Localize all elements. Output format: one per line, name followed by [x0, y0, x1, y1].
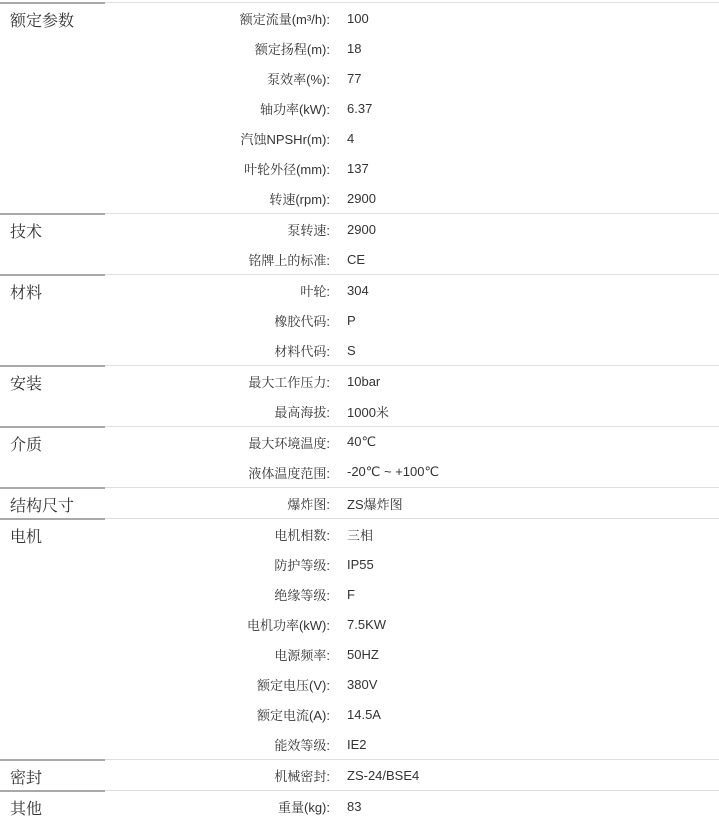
- spec-value: 6.37: [347, 100, 373, 116]
- spec-label: 转速(rpm):: [269, 191, 330, 207]
- spec-label: 最高海拔:: [274, 404, 330, 420]
- spec-row: [0, 791, 719, 821]
- spec-value: 100: [347, 10, 369, 26]
- spec-label: 电源频率:: [274, 647, 330, 663]
- spec-label: 橡胶代码:: [274, 313, 330, 329]
- spec-label: 叶轮外径(mm):: [244, 161, 330, 177]
- spec-value: 三相: [347, 527, 374, 543]
- section-title: 密封: [10, 770, 43, 787]
- spec-value: 77: [347, 70, 362, 86]
- spec-value: 14.5A: [347, 706, 381, 722]
- spec-row: [0, 183, 719, 213]
- spec-value: 2900: [347, 190, 376, 206]
- spec-label: 轴功率(kW):: [259, 101, 330, 117]
- section-title: 技术: [10, 224, 43, 241]
- spec-label: 额定电流(A):: [257, 707, 330, 723]
- spec-value: ZS-24/BSE4: [347, 767, 420, 783]
- spec-label: 最大工作压力:: [248, 374, 330, 390]
- section-title: 安装: [10, 376, 43, 393]
- spec-row: [0, 396, 719, 426]
- spec-label: 防护等级:: [274, 557, 330, 573]
- spec-label: 泵效率(%):: [267, 71, 330, 87]
- spec-value: 40℃: [347, 434, 377, 449]
- section-rows: [0, 275, 719, 365]
- spec-label: 电机功率(kW):: [246, 617, 330, 633]
- section-motor: [0, 518, 719, 759]
- spec-value: 137: [347, 160, 369, 176]
- spec-label: 额定电压(V):: [257, 677, 330, 693]
- section-rows: [0, 791, 719, 821]
- spec-label: 材料代码:: [274, 343, 330, 359]
- spec-row: [0, 123, 719, 153]
- spec-row: [0, 488, 719, 518]
- spec-row: [0, 366, 719, 396]
- spec-row: [0, 153, 719, 183]
- section-rows: [0, 519, 719, 759]
- spec-value: 7.5KW: [347, 616, 387, 632]
- spec-value: IE2: [347, 736, 367, 752]
- section-rows: [0, 427, 719, 487]
- spec-row: [0, 244, 719, 274]
- spec-label: 铭牌上的标准:: [248, 252, 330, 268]
- section-title: 额定参数: [10, 13, 75, 30]
- spec-value: 18: [347, 40, 362, 56]
- spec-value: 10bar: [347, 373, 381, 389]
- spec-value: IP55: [347, 556, 374, 572]
- spec-row: [0, 305, 719, 335]
- spec-value: 83: [347, 798, 362, 814]
- spec-value: 1000米: [347, 404, 389, 420]
- spec-label: 能效等级:: [274, 737, 330, 753]
- spec-row: [0, 729, 719, 759]
- spec-row: [0, 93, 719, 123]
- spec-value: P: [347, 312, 356, 328]
- spec-label: 重量(kg):: [277, 799, 330, 815]
- spec-row: [0, 33, 719, 63]
- spec-row: [0, 214, 719, 244]
- section-rows: [0, 214, 719, 274]
- spec-value: S: [347, 342, 356, 358]
- spec-label: 叶轮:: [300, 283, 330, 299]
- spec-row: [0, 760, 719, 790]
- spec-label: 最大环境温度:: [248, 435, 330, 451]
- section-medium: [0, 426, 719, 487]
- spec-value: ZS爆炸图: [347, 496, 403, 512]
- section-rows: [0, 760, 719, 790]
- spec-row: [0, 457, 719, 487]
- spec-value: 304: [347, 282, 369, 298]
- section-title: 介质: [10, 437, 43, 454]
- spec-label: 机械密封:: [274, 768, 330, 784]
- spec-row: [0, 3, 719, 33]
- section-rows: [0, 366, 719, 426]
- spec-value: CE: [347, 251, 366, 267]
- section-rows: [0, 3, 719, 213]
- spec-value: 4: [347, 130, 355, 146]
- spec-row: [0, 519, 719, 549]
- spec-value: 380V: [347, 676, 378, 692]
- section-rated-parameters: [0, 2, 719, 213]
- spec-value: F: [347, 586, 355, 602]
- spec-label: 爆炸图:: [287, 496, 330, 512]
- spec-row: [0, 549, 719, 579]
- section-title: 材料: [10, 285, 43, 302]
- section-installation: [0, 365, 719, 426]
- spec-row: [0, 669, 719, 699]
- spec-row: [0, 275, 719, 305]
- section-structure-dimensions: [0, 487, 719, 518]
- section-title: 结构尺寸: [10, 498, 75, 515]
- spec-label: 泵转速:: [287, 222, 330, 238]
- spec-value: 2900: [347, 221, 376, 237]
- spec-label: 额定扬程(m):: [254, 41, 330, 57]
- spec-row: [0, 335, 719, 365]
- section-rows: [0, 488, 719, 518]
- section-title: 其他: [10, 801, 43, 818]
- section-technology: [0, 213, 719, 274]
- spec-label: 绝缘等级:: [274, 587, 330, 603]
- spec-row: [0, 609, 719, 639]
- section-seal: [0, 759, 719, 790]
- spec-row: [0, 427, 719, 457]
- spec-value: 50HZ: [347, 646, 379, 662]
- spec-label: 液体温度范围:: [248, 465, 330, 481]
- spec-row: [0, 579, 719, 609]
- spec-value: -20℃ ~ +100℃: [347, 464, 440, 479]
- section-materials: [0, 274, 719, 365]
- spec-row: [0, 639, 719, 669]
- section-title: 电机: [10, 529, 43, 546]
- spec-label: 电机相数:: [274, 527, 330, 543]
- spec-label: 额定流量(m³/h):: [239, 11, 330, 27]
- spec-row: [0, 699, 719, 729]
- section-other: [0, 790, 719, 821]
- spec-label: 汽蚀NPSHr(m):: [240, 131, 330, 147]
- spec-row: [0, 63, 719, 93]
